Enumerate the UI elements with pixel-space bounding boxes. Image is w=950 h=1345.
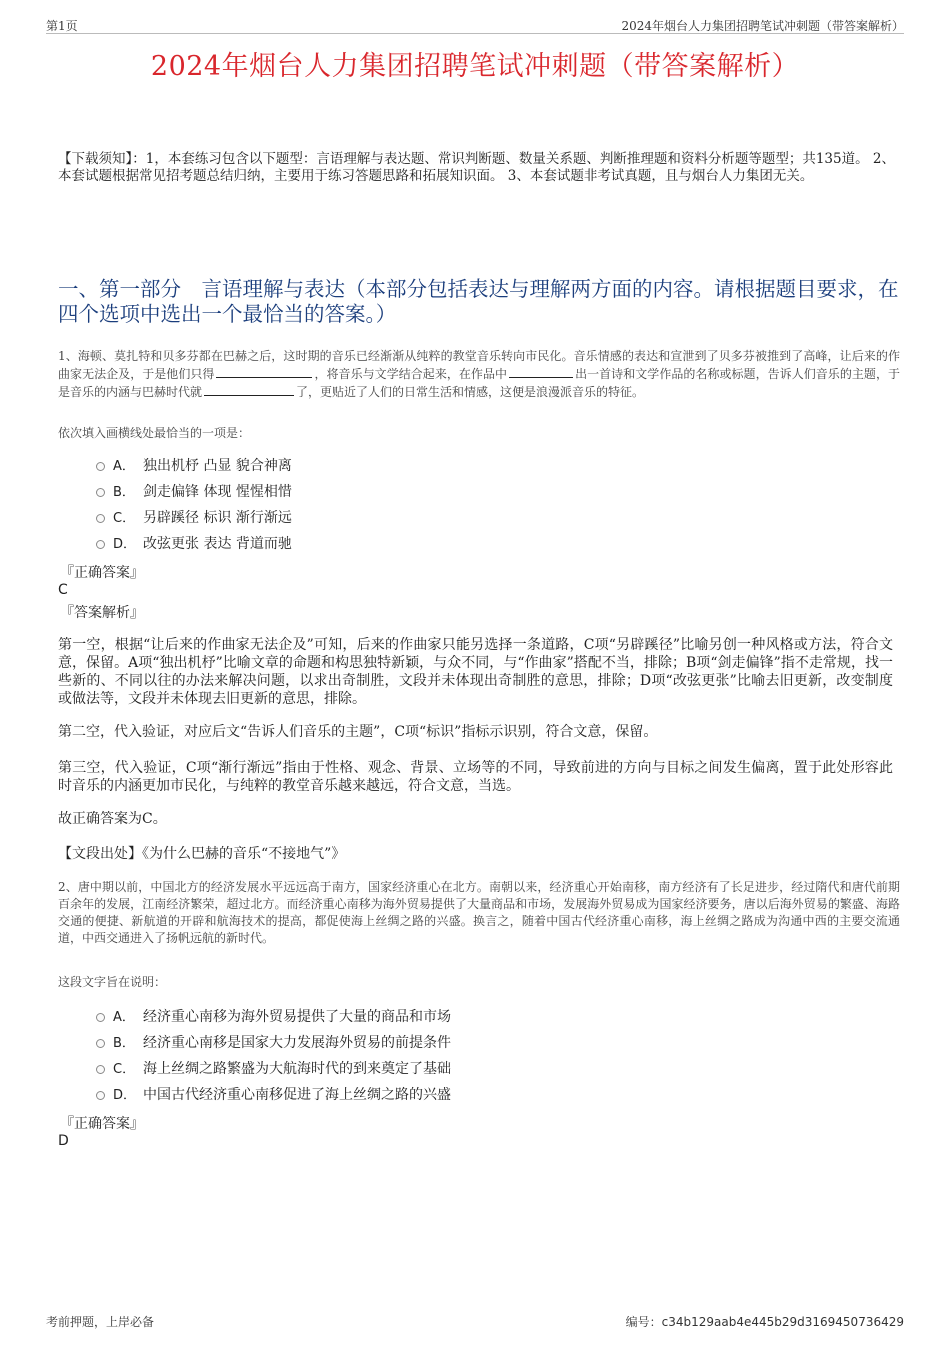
blank-2 [509, 365, 573, 378]
page-number: 第1页 [46, 19, 78, 33]
q1-option-b[interactable]: B． 剑走偏锋 体现 惺惺相惜 [96, 483, 292, 501]
question-2-stem: 2、唐中期以前，中国北方的经济发展水平远远高于南方，国家经济重心在北方。南朝以来，经济重心开始南移，南方经济有了长足进步，经过隋代和唐代前期百余年的发展，江南经济繁荣，超过北方。而经济重心南移为海外贸易提供了大量商品和市场，发展海外贸易成为国家经济要务，唐以后海外贸易的繁盛、海路交通的便捷、新航道的开辟和航海技术的提高，都促使海上丝绸之路的兴盛。换言之，随着中国古代经济重心南移，海上丝绸之路成为沟通中西的主要交流通道，中西交通进入了扬帆远航的新时代。 [58, 880, 900, 945]
radio-icon[interactable] [96, 488, 105, 497]
q1-option-d[interactable]: D． 改弦更张 表达 背道而驰 [96, 535, 292, 553]
page-header [46, 17, 904, 34]
radio-icon[interactable] [96, 1065, 105, 1074]
q1-analysis-label: 『答案解析』 [60, 605, 144, 621]
q2-option-c[interactable]: C． 海上丝绸之路繁盛为大航海时代的到来奠定了基础 [96, 1060, 451, 1078]
q2-option-d[interactable]: D． 中国古代经济重心南移促进了海上丝绸之路的兴盛 [96, 1086, 451, 1104]
question-1-prompt: 依次填入画横线处最恰当的一项是： [58, 426, 251, 440]
q1-answer-label: 『正确答案』 [60, 565, 144, 581]
q2-answer-label: 『正确答案』 [60, 1116, 144, 1132]
q1-answer: C [58, 582, 68, 598]
q1-analysis-conclusion: 故正确答案为C。 [58, 811, 167, 827]
radio-icon[interactable] [96, 540, 105, 549]
footer-code: 编号：c34b129aab4e445b29d3169450736429 [625, 1315, 904, 1329]
radio-icon[interactable] [96, 1039, 105, 1048]
q1-analysis-para-3: 第三空，代入验证，C项“渐行渐远”指由于性格、观念、背景、立场等的不同，导致前进的方向与目标之间发生偏离，置于此处形容此时音乐的内涵更加市民化，与纯粹的教堂音乐越来越远，符合文意，当选。 [58, 760, 893, 794]
question-2-prompt: 这段文字旨在说明： [58, 975, 167, 989]
q2-option-b[interactable]: B． 经济重心南移是国家大力发展海外贸易的前提条件 [96, 1034, 451, 1052]
section-heading: 一、第一部分 言语理解与表达（本部分包括表达与理解两方面的内容。请根据题目要求，在四个选项中选出一个最恰当的答案。） [58, 277, 899, 326]
question-1-stem: 1、海顿、莫扎特和贝多芬都在巴赫之后，这时期的音乐已经渐渐从纯粹的教堂音乐转向市民化。音乐情感的表达和宣泄到了贝多芬被推到了高峰，让后来的作曲家无法企及，于是他们只得 ，将音乐与文学结合起来，在作品中 出一首诗和文学作品的名称或标题，告诉人们音乐的主题，于是音乐的内涵与巴赫时代就 了，更贴近了人们的日常生活和情感，这便是浪漫派音乐的特征。 [58, 349, 900, 399]
radio-icon[interactable] [96, 462, 105, 471]
download-notice: 【下载须知】：1，本套练习包含以下题型：言语理解与表达题、常识判断题、数量关系题、判断推理题和资料分析题等题型；共135道。 2、本套试题根据常见招考题总结归纳，主要用于练习答题思路和拓展知识面。 3、本套试题非考试真题，且与烟台人力集团无关。 [58, 151, 895, 184]
footer-slogan: 考前押题，上岸必备 [46, 1315, 155, 1329]
q1-option-a[interactable]: A． 独出机杼 凸显 貌合神离 [96, 457, 292, 475]
radio-icon[interactable] [96, 514, 105, 523]
q2-answer: D [58, 1133, 69, 1149]
q1-option-c[interactable]: C． 另辟蹊径 标识 渐行渐远 [96, 509, 292, 527]
radio-icon[interactable] [96, 1013, 105, 1022]
q2-option-a[interactable]: A． 经济重心南移为海外贸易提供了大量的商品和市场 [96, 1008, 451, 1026]
radio-icon[interactable] [96, 1091, 105, 1100]
header-doc-title: 2024年烟台人力集团招聘笔试冲刺题（带答案解析） [621, 19, 904, 33]
blank-3 [204, 383, 294, 396]
document-title: 2024年烟台人力集团招聘笔试冲刺题（带答案解析） [150, 51, 800, 82]
page-footer [46, 1313, 904, 1330]
q1-analysis-para-1: 第一空，根据“让后来的作曲家无法企及”可知，后来的作曲家只能另选择一条道路，C项“另辟蹊径”比喻另创一种风格或方法，符合文意，保留。A项“独出机杼”比喻文章的命题和构思独特新颖，与众不同，与“作曲家”搭配不当，排除；B项“剑走偏锋”指不走常规，找一些新的、不同以往的办法来解决问题，以求出奇制胜，文段并未体现出奇制胜的意思，排除；D项“改弦更张”比喻去旧更新，改变制度或做法等，文段并未体现去旧更新的意思，排除。 [58, 637, 893, 707]
q1-source: 【文段出处】《为什么巴赫的音乐“不接地气”》 [58, 846, 346, 862]
q1-analysis-para-2: 第二空，代入验证，对应后文“告诉人们音乐的主题”，C项“标识”指标示识别，符合文意，保留。 [58, 724, 658, 740]
blank-1 [216, 365, 312, 378]
